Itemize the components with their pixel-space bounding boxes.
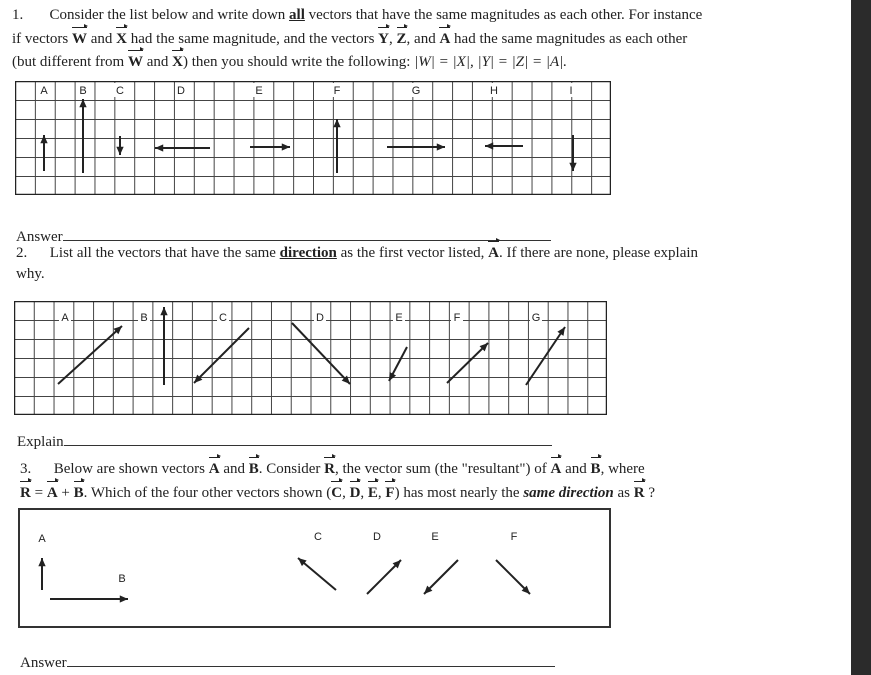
- q1-label-a: A: [40, 85, 48, 97]
- q2-grid-svg: [14, 301, 607, 415]
- q2-grid-lines: [14, 301, 607, 415]
- q1-vector-i: [569, 135, 576, 171]
- q1-line2: if vectors W and X had the same magnitude, and the vectors Y, Z, and A had the same magnitudes as each other: [12, 31, 688, 47]
- q2-explain-line: [17, 431, 552, 451]
- q3-vector-b: [50, 595, 128, 602]
- q1-grid-lines: [15, 81, 611, 195]
- q1-vector-e: [250, 143, 290, 150]
- q3-label-b: B: [118, 573, 126, 585]
- q1-line3: (but different from W and X) then you should write the following: |W| = |X|, |Y| = |Z| = |A|.: [12, 54, 568, 70]
- q3-label-e: E: [431, 531, 439, 543]
- q3-line1: 3. Below are shown vectors A and B. Consider R, the vector sum (the "resultant") of A and B, where: [20, 461, 645, 477]
- q2-vector-e: [389, 347, 407, 381]
- q2-label-a: A: [61, 312, 69, 324]
- q3-label-a: A: [38, 533, 46, 545]
- q1-label-f: F: [333, 85, 341, 97]
- q3-answer-field[interactable]: [67, 652, 555, 667]
- q2-label-d: D: [316, 312, 324, 324]
- q1-label-h: H: [490, 85, 498, 97]
- q2-explain-label: Explain: [17, 434, 64, 450]
- q3-vector-f: [496, 560, 530, 594]
- q3-answer-line: [20, 652, 555, 672]
- q1-label-i: I: [569, 85, 573, 97]
- q2-label-g: G: [531, 312, 541, 324]
- q1-line1: 1. Consider the list below and write down all vectors that have the same magnitudes as each other. For instance: [12, 7, 703, 23]
- q3-vector-box: [18, 508, 611, 628]
- q1-vector-g: [387, 143, 445, 150]
- q3-vector-a: [38, 558, 45, 590]
- q2-vector-b: [160, 307, 167, 385]
- q1-label-c: C: [116, 85, 124, 97]
- q1-answer-line: [16, 226, 551, 246]
- q1-answer-label: Answer: [16, 229, 63, 245]
- magnitude-formula: |W| = |X|, |Y| = |Z| = |A|.: [414, 54, 568, 70]
- q1-vector-grid: [15, 81, 611, 195]
- q3-vector-c: [298, 558, 336, 590]
- q2-line2: why.: [16, 266, 45, 282]
- q2-label-e: E: [395, 312, 403, 324]
- q3-label-f: F: [510, 531, 518, 543]
- q3-vector-d: [367, 560, 401, 594]
- q1-vector-d: [155, 144, 210, 151]
- q2-vector-a: [58, 326, 122, 384]
- q2-explain-field[interactable]: [64, 431, 552, 446]
- q2-vector-grid: [14, 301, 607, 415]
- q1-vector-h: [485, 142, 523, 149]
- q2-vector-d: [292, 323, 350, 384]
- q2-vector-c: [194, 328, 249, 383]
- q1-label-g: G: [411, 85, 421, 97]
- q3-box-svg: [20, 510, 609, 626]
- q1-label-e: E: [255, 85, 263, 97]
- q2-label-b: B: [140, 312, 148, 324]
- q2-vector-g: [526, 327, 565, 385]
- q1-label-d: D: [177, 85, 185, 97]
- q3-vector-e: [424, 560, 458, 594]
- q1-answer-field[interactable]: [63, 226, 551, 241]
- q3-label-c: C: [314, 531, 322, 543]
- q1-grid-svg: [15, 81, 611, 195]
- q2-line1: 2. List all the vectors that have the same direction as the first vector listed, A. If there are none, please explain: [16, 245, 699, 261]
- q1-label-b: B: [79, 85, 87, 97]
- q3-answer-label: Answer: [20, 655, 67, 671]
- q1-vector-f: [333, 119, 340, 173]
- q3-line2: R = A + B. Which of the four other vectors shown (C, D, E, F) has most nearly the same direction as R ?: [20, 485, 655, 501]
- q1-vector-a: [40, 135, 47, 171]
- q2-label-f: F: [453, 312, 461, 324]
- q3-label-d: D: [373, 531, 381, 543]
- q2-label-c: C: [219, 312, 227, 324]
- q1-vector-b: [79, 99, 86, 173]
- viewer-sidebar: [851, 0, 871, 675]
